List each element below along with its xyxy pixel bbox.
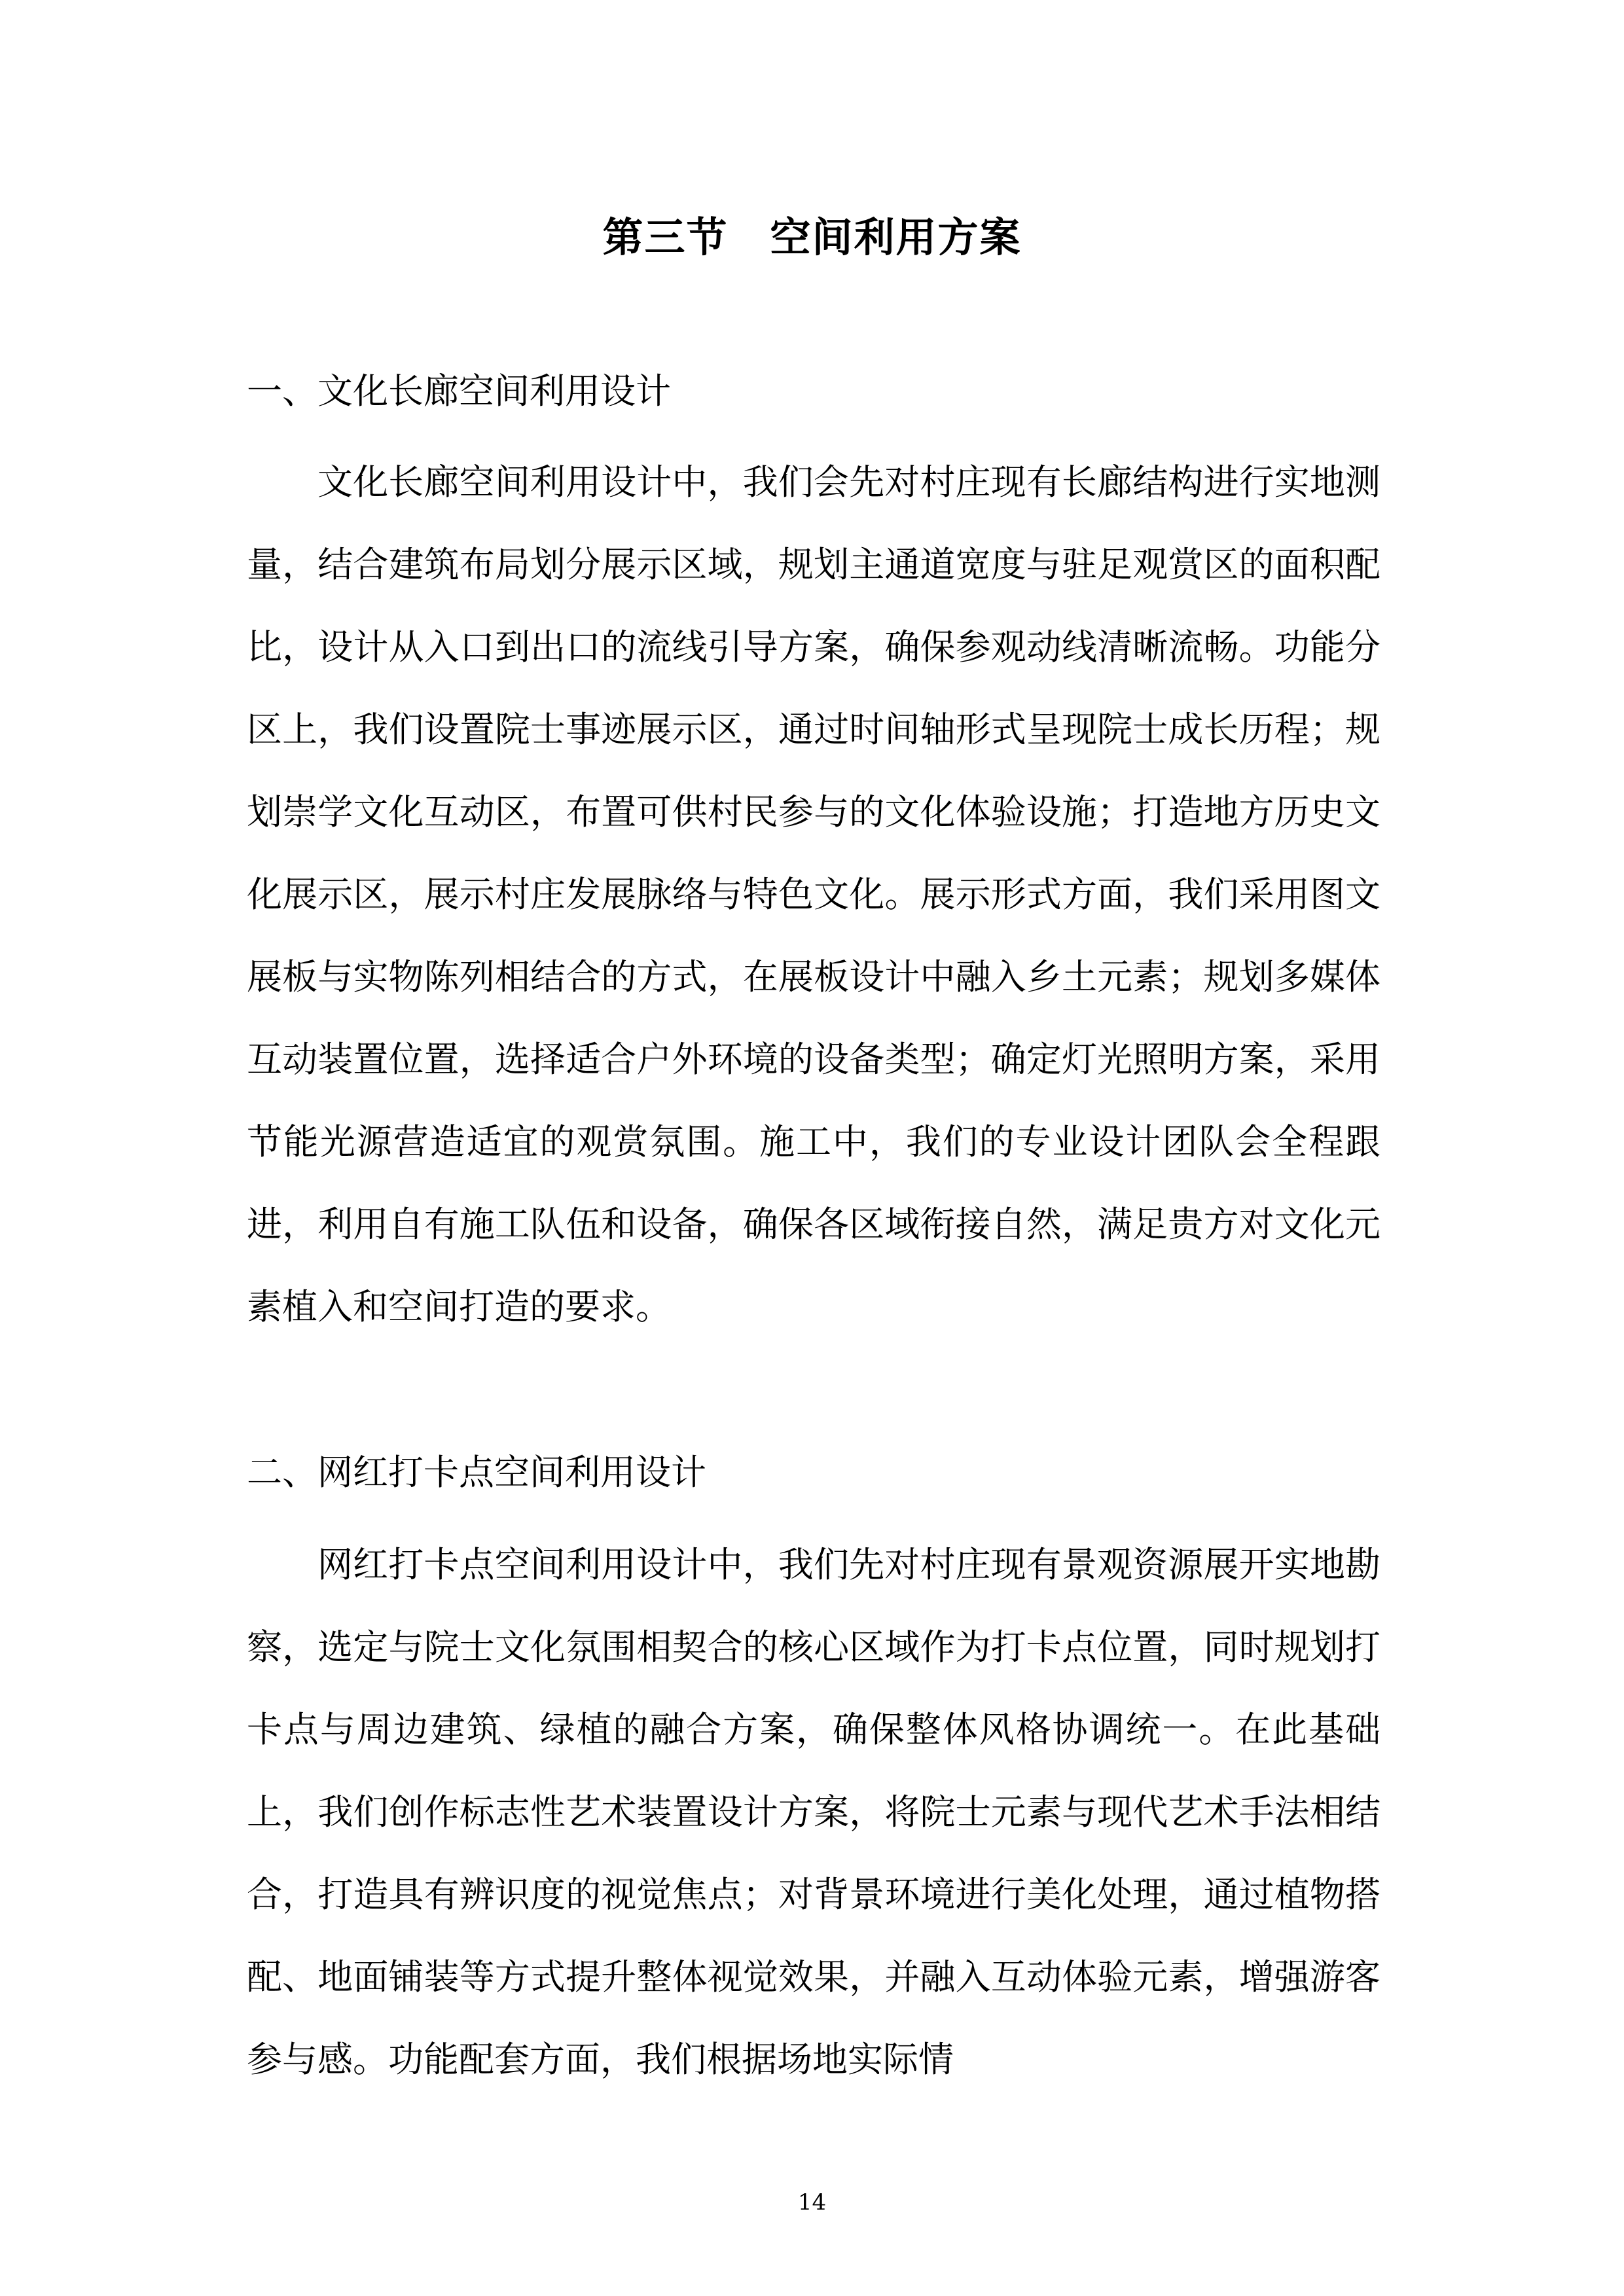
page-number: 14 (797, 2189, 827, 2215)
section-heading-cultural-corridor: 一、文化长廊空间利用设计 (247, 370, 671, 412)
section-paragraph-cultural-corridor: 文化长廊空间利用设计中，我们会先对村庄现有长廊结构进行实地测量，结合建筑布局划分展示区域，规划主通道宽度与驻足观赏区的面积配比，设计从入口到出口的流线引导方案，确保参观动线清晰流畅。功能分区上，我们设置院士事迹展示区，通过时间轴形式呈现院士成长历程；规划崇学文化互动区，布置可供村民参与的文化体验设施；打造地方历史文化展示区，展示村庄发展脉络与特色文化。展示形式方面，我们采用图文展板与实物陈列相结合的方式，在展板设计中融入乡土元素；规划多媒体互动装置位置，选择适合户外环境的设备类型；确定灯光照明方案，采用节能光源营造适宜的观赏氛围。施工中，我们的专业设计团队会全程跟进，利用自有施工队伍和设备，确保各区域衔接自然，满足贵方对文化元素植入和空间打造的要求。 (247, 461, 1380, 1327)
section-heading-checkin-spot: 二、网红打卡点空间利用设计 (247, 1452, 706, 1493)
page-title: 第三节 空间利用方案 (602, 213, 1022, 261)
section-paragraph-checkin-spot: 网红打卡点空间利用设计中，我们先对村庄现有景观资源展开实地勘察，选定与院士文化氛围相契合的核心区域作为打卡点位置，同时规划打卡点与周边建筑、绿植的融合方案，确保整体风格协调统一。在此基础上，我们创作标志性艺术装置设计方案，将院士元素与现代艺术手法相结合，打造具有辨识度的视觉焦点；对背景环境进行美化处理，通过植物搭配、地面铺装等方式提升整体视觉效果，并融入互动体验元素，增强游客参与感。功能配套方面，我们根据场地实际情 (247, 1544, 1380, 2080)
